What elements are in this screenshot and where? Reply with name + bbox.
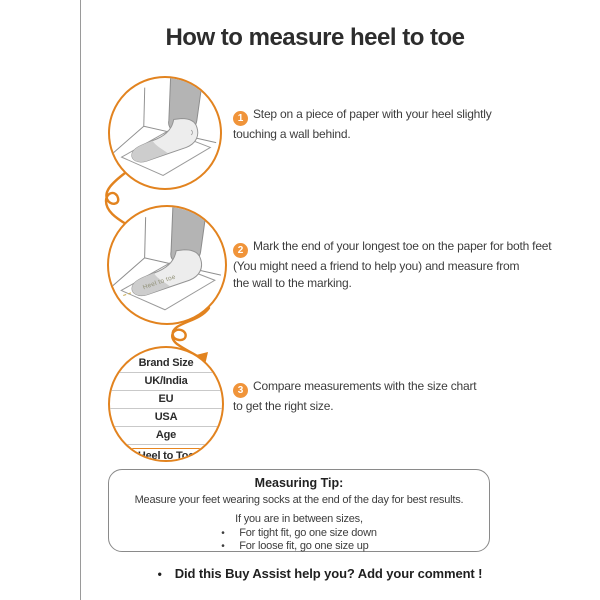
- step-3-line-2: to get the right size.: [233, 399, 334, 413]
- step-2-number-badge: 2: [233, 243, 248, 258]
- measuring-tip-title: Measuring Tip:: [254, 476, 344, 490]
- bullet-icon: •: [157, 567, 162, 581]
- step-1-illustration: [108, 76, 222, 190]
- left-divider-line: [80, 0, 81, 600]
- buy-assist-note: [80, 566, 560, 581]
- measuring-tip-bullet-2-text: For loose fit, go one size up: [239, 540, 369, 552]
- heel-to-toe-highlight-box: Heel to Toe: [131, 448, 201, 462]
- measuring-tip-box: [108, 469, 490, 552]
- size-chart-row-highlighted: [110, 447, 222, 462]
- foot-on-paper-measure-icon: [109, 207, 225, 323]
- step-2-illustration: [107, 205, 227, 325]
- step-1: [233, 106, 492, 143]
- measuring-tip-bullet-list: [221, 527, 377, 553]
- step-1-line-2: touching a wall behind.: [233, 127, 351, 141]
- step-1-number-badge: 1: [233, 111, 248, 126]
- size-chart-row: EU: [110, 391, 222, 409]
- measuring-tip-bullet-1-text: For tight fit, go one size down: [239, 527, 377, 539]
- step-3-line-1: Compare measurements with the size chart: [253, 379, 477, 393]
- measuring-tip-bullet-1: [221, 527, 377, 540]
- step-2-line-3: the wall to the marking.: [233, 276, 352, 290]
- bullet-icon: •: [221, 528, 225, 539]
- size-chart-row: UK/India: [110, 373, 222, 391]
- size-chart-row: Brand Size: [110, 355, 222, 373]
- step-2: [233, 238, 551, 292]
- step-2-line-2: (You might need a friend to help you) and measure from: [233, 259, 520, 273]
- step-3-number-badge: 3: [233, 383, 248, 398]
- heel-to-toe-label: Heel to toe: [141, 273, 177, 292]
- foot-on-paper-icon: [110, 78, 220, 188]
- measuring-tip-subtitle: Measure your feet wearing socks at the end of the day for best results.: [134, 494, 464, 506]
- measuring-tip-bullet-2: [221, 540, 377, 553]
- page-title: How to measure heel to toe: [165, 24, 465, 51]
- size-chart-row: USA: [110, 409, 222, 427]
- measuring-tip-intro: If you are in between sizes,: [235, 513, 363, 525]
- connector-squiggle-1: [106, 173, 126, 224]
- size-chart-row: Age: [110, 427, 222, 445]
- step-3: [233, 378, 476, 415]
- size-chart: [110, 348, 222, 462]
- step-2-line-1: Mark the end of your longest toe on the paper for both feet: [253, 239, 552, 253]
- buy-assist-note-text: Did this Buy Assist help you? Add your comment !: [174, 566, 483, 581]
- bullet-icon: •: [221, 541, 225, 552]
- step-1-line-1: Step on a piece of paper with your heel slightly: [253, 107, 492, 121]
- step-3-illustration: [108, 346, 224, 462]
